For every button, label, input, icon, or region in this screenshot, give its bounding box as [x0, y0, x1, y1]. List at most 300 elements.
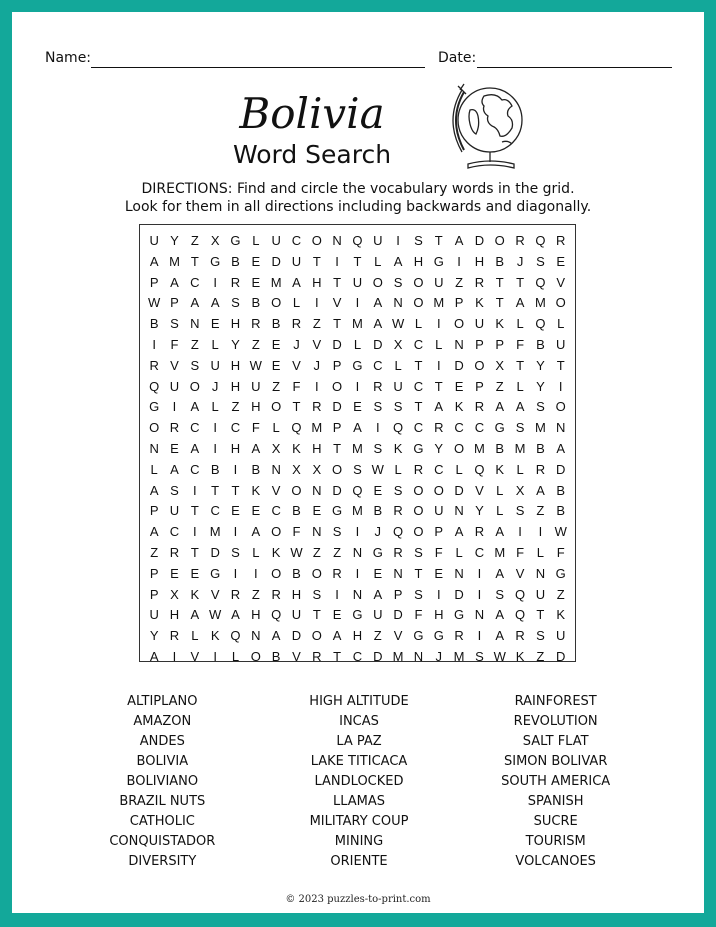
grid-cell[interactable]: O — [332, 378, 343, 394]
grid-cell[interactable]: P — [170, 295, 179, 311]
grid-cell[interactable]: I — [314, 295, 319, 311]
grid-cell[interactable]: F — [170, 336, 179, 352]
grid-cell[interactable]: S — [170, 482, 179, 498]
grid-cell[interactable]: I — [213, 440, 217, 456]
grid-cell[interactable]: R — [474, 399, 485, 415]
grid-cell[interactable]: B — [251, 295, 261, 311]
grid-cell[interactable]: N — [271, 461, 281, 477]
grid-cell[interactable]: A — [353, 420, 362, 436]
grid-cell[interactable]: Z — [272, 378, 281, 394]
grid-cell[interactable]: U — [474, 316, 485, 332]
grid-cell[interactable]: A — [251, 440, 261, 456]
grid-cell[interactable]: K — [495, 316, 505, 332]
grid-cell[interactable]: Z — [333, 544, 342, 560]
grid-cell[interactable]: B — [251, 461, 261, 477]
grid-cell[interactable]: G — [230, 233, 241, 248]
grid-cell[interactable]: C — [454, 420, 464, 436]
grid-cell[interactable]: C — [413, 336, 424, 352]
grid-cell[interactable]: O — [474, 357, 485, 373]
grid-cell[interactable]: H — [230, 440, 241, 456]
grid-cell[interactable]: L — [272, 420, 280, 436]
grid-cell[interactable]: I — [375, 420, 380, 436]
grid-cell[interactable]: A — [251, 524, 261, 540]
grid-cell[interactable]: T — [434, 378, 443, 394]
grid-cell[interactable]: T — [190, 544, 199, 560]
grid-cell[interactable]: T — [190, 253, 199, 269]
grid-cell[interactable]: G — [352, 357, 363, 373]
grid-cell[interactable]: S — [170, 316, 179, 332]
grid-cell[interactable]: B — [373, 503, 383, 519]
grid-cell[interactable]: F — [556, 544, 565, 560]
grid-cell[interactable]: O — [311, 233, 322, 248]
grid-cell[interactable]: A — [495, 565, 505, 581]
grid-cell[interactable]: I — [335, 253, 339, 269]
grid-cell[interactable]: H — [251, 607, 261, 623]
grid-cell[interactable]: L — [496, 503, 504, 519]
grid-cell[interactable]: S — [353, 461, 362, 477]
grid-cell[interactable]: U — [291, 253, 302, 269]
grid-cell[interactable]: R — [393, 544, 403, 560]
grid-cell[interactable]: L — [516, 461, 524, 477]
grid-cell[interactable]: R — [169, 420, 180, 436]
name-field[interactable] — [91, 67, 425, 68]
grid-cell[interactable]: S — [414, 586, 423, 602]
grid-cell[interactable]: O — [311, 565, 322, 581]
grid-cell[interactable]: S — [190, 357, 200, 373]
grid-cell[interactable]: K — [556, 607, 566, 623]
grid-cell[interactable]: X — [393, 336, 403, 352]
grid-cell[interactable]: R — [373, 378, 383, 394]
grid-cell[interactable]: G — [210, 565, 221, 581]
grid-cell[interactable]: L — [455, 544, 463, 560]
grid-cell[interactable]: N — [312, 482, 322, 498]
grid-cell[interactable]: E — [251, 503, 261, 519]
grid-cell[interactable]: M — [352, 316, 363, 332]
grid-cell[interactable]: J — [435, 648, 442, 664]
grid-cell[interactable]: O — [271, 295, 282, 311]
grid-cell[interactable]: R — [413, 461, 424, 477]
letter-grid[interactable] — [139, 224, 576, 662]
grid-cell[interactable]: C — [210, 503, 220, 519]
grid-cell[interactable]: S — [414, 233, 423, 248]
grid-cell[interactable]: H — [474, 253, 485, 269]
grid-cell[interactable]: O — [149, 420, 160, 436]
grid-cell[interactable]: F — [516, 336, 525, 352]
grid-cell[interactable]: H — [230, 316, 241, 332]
grid-cell[interactable]: G — [433, 628, 444, 644]
grid-cell[interactable]: O — [332, 461, 343, 477]
grid-cell[interactable]: P — [475, 378, 484, 394]
grid-cell[interactable]: G — [352, 607, 363, 623]
grid-cell[interactable]: Q — [535, 274, 546, 290]
grid-cell[interactable]: X — [292, 461, 301, 477]
grid-cell[interactable]: H — [230, 378, 241, 394]
grid-cell[interactable]: J — [211, 378, 219, 394]
grid-cell[interactable]: C — [413, 420, 424, 436]
grid-cell[interactable]: C — [271, 503, 281, 519]
grid-cell[interactable]: O — [372, 274, 383, 290]
grid-cell[interactable]: O — [189, 378, 200, 394]
grid-cell[interactable]: R — [169, 628, 180, 644]
grid-cell[interactable]: A — [149, 253, 159, 269]
grid-cell[interactable]: A — [434, 399, 444, 415]
grid-cell[interactable]: U — [149, 607, 159, 623]
grid-cell[interactable]: R — [556, 233, 566, 248]
grid-cell[interactable]: C — [434, 461, 444, 477]
grid-cell[interactable]: R — [291, 316, 302, 332]
grid-cell[interactable]: Z — [312, 316, 321, 332]
grid-cell[interactable]: I — [558, 378, 563, 394]
grid-cell[interactable]: E — [251, 274, 261, 290]
grid-cell[interactable]: E — [373, 565, 383, 581]
grid-cell[interactable]: D — [556, 648, 566, 664]
grid-cell[interactable]: R — [230, 586, 241, 602]
grid-cell[interactable]: D — [393, 607, 403, 623]
grid-cell[interactable]: R — [434, 420, 444, 436]
grid-cell[interactable]: O — [555, 295, 566, 311]
grid-cell[interactable]: P — [332, 420, 342, 436]
grid-cell[interactable]: I — [436, 357, 441, 373]
grid-cell[interactable]: Q — [149, 378, 160, 394]
grid-cell[interactable]: I — [172, 399, 177, 415]
grid-cell[interactable]: S — [414, 544, 423, 560]
grid-cell[interactable]: A — [454, 524, 464, 540]
grid-cell[interactable]: J — [374, 524, 382, 540]
grid-cell[interactable]: N — [454, 503, 464, 519]
grid-cell[interactable]: C — [474, 420, 485, 436]
grid-cell[interactable]: L — [252, 544, 260, 560]
grid-cell[interactable]: M — [352, 503, 363, 519]
grid-cell[interactable]: E — [170, 440, 179, 456]
grid-cell[interactable]: R — [515, 628, 525, 644]
grid-cell[interactable]: I — [396, 233, 400, 248]
grid-cell[interactable]: V — [393, 628, 403, 644]
grid-cell[interactable]: T — [190, 503, 199, 519]
grid-cell[interactable]: I — [477, 565, 482, 581]
grid-cell[interactable]: A — [149, 482, 159, 498]
grid-cell[interactable]: U — [149, 233, 159, 248]
grid-cell[interactable]: D — [271, 253, 281, 269]
grid-cell[interactable]: N — [393, 565, 403, 581]
grid-cell[interactable]: I — [355, 295, 360, 311]
grid-cell[interactable]: D — [454, 357, 464, 373]
grid-cell[interactable]: P — [149, 503, 159, 519]
grid-cell[interactable]: N — [332, 233, 342, 248]
grid-cell[interactable]: B — [495, 253, 505, 269]
grid-cell[interactable]: E — [271, 336, 281, 352]
grid-cell[interactable]: T — [231, 482, 240, 498]
grid-cell[interactable]: T — [414, 357, 423, 373]
grid-cell[interactable]: D — [556, 461, 566, 477]
grid-cell[interactable]: B — [292, 503, 301, 519]
grid-cell[interactable]: O — [454, 440, 465, 456]
grid-cell[interactable]: M — [534, 420, 546, 436]
grid-cell[interactable]: H — [291, 586, 302, 602]
grid-cell[interactable]: E — [210, 316, 220, 332]
grid-cell[interactable]: Z — [190, 233, 199, 248]
grid-cell[interactable]: C — [352, 648, 363, 664]
grid-cell[interactable]: A — [149, 648, 159, 664]
grid-cell[interactable]: R — [271, 586, 281, 602]
grid-cell[interactable]: Q — [271, 607, 282, 623]
grid-cell[interactable]: F — [292, 378, 301, 394]
grid-cell[interactable]: P — [149, 586, 159, 602]
grid-cell[interactable]: B — [271, 316, 281, 332]
grid-cell[interactable]: J — [516, 253, 524, 269]
grid-cell[interactable]: W — [391, 316, 405, 332]
grid-cell[interactable]: N — [413, 648, 424, 664]
grid-cell[interactable]: R — [312, 648, 322, 664]
grid-cell[interactable]: U — [271, 233, 281, 248]
grid-cell[interactable]: G — [555, 565, 566, 581]
grid-cell[interactable]: T — [312, 253, 321, 269]
grid-cell[interactable]: U — [373, 233, 383, 248]
grid-cell[interactable]: Z — [190, 336, 199, 352]
grid-cell[interactable]: E — [353, 399, 362, 415]
grid-cell[interactable]: O — [494, 233, 505, 248]
grid-cell[interactable]: S — [332, 524, 342, 540]
grid-cell[interactable]: U — [291, 607, 302, 623]
grid-cell[interactable]: K — [515, 648, 525, 664]
grid-cell[interactable]: R — [251, 316, 261, 332]
grid-cell[interactable]: T — [333, 316, 342, 332]
grid-cell[interactable]: D — [291, 628, 302, 644]
grid-cell[interactable]: A — [495, 607, 505, 623]
grid-cell[interactable]: V — [312, 336, 322, 352]
grid-cell[interactable]: F — [251, 420, 260, 436]
grid-cell[interactable]: R — [474, 524, 485, 540]
grid-cell[interactable]: U — [393, 378, 403, 394]
grid-cell[interactable]: Y — [231, 336, 240, 352]
grid-cell[interactable]: X — [312, 461, 322, 477]
grid-cell[interactable]: D — [332, 336, 342, 352]
grid-cell[interactable]: B — [536, 336, 545, 352]
grid-cell[interactable]: B — [292, 565, 301, 581]
grid-cell[interactable]: V — [475, 482, 484, 498]
grid-cell[interactable]: E — [251, 253, 261, 269]
grid-cell[interactable]: M — [392, 648, 404, 664]
grid-cell[interactable]: A — [515, 295, 525, 311]
grid-cell[interactable]: T — [292, 399, 301, 415]
grid-cell[interactable]: L — [516, 316, 524, 332]
grid-cell[interactable]: R — [454, 628, 464, 644]
grid-cell[interactable]: E — [271, 357, 281, 373]
grid-cell[interactable]: G — [454, 607, 465, 623]
grid-cell[interactable]: G — [210, 253, 221, 269]
grid-cell[interactable]: N — [251, 628, 261, 644]
grid-cell[interactable]: I — [213, 274, 217, 290]
grid-cell[interactable]: T — [353, 253, 362, 269]
grid-cell[interactable]: Z — [150, 544, 159, 560]
grid-cell[interactable]: I — [355, 378, 360, 394]
grid-cell[interactable]: M — [433, 295, 445, 311]
grid-cell[interactable]: N — [556, 420, 566, 436]
grid-cell[interactable]: Y — [536, 357, 545, 373]
grid-cell[interactable]: X — [495, 357, 505, 373]
grid-cell[interactable]: M — [453, 648, 465, 664]
grid-cell[interactable]: L — [211, 336, 219, 352]
grid-cell[interactable]: L — [353, 336, 362, 352]
grid-cell[interactable]: N — [454, 336, 464, 352]
grid-cell[interactable]: N — [190, 316, 200, 332]
grid-cell[interactable]: T — [333, 274, 342, 290]
grid-cell[interactable]: U — [169, 378, 180, 394]
grid-cell[interactable]: T — [414, 399, 423, 415]
grid-cell[interactable]: T — [495, 274, 504, 290]
grid-cell[interactable]: S — [373, 440, 383, 456]
grid-cell[interactable]: O — [291, 482, 302, 498]
grid-cell[interactable]: O — [271, 565, 282, 581]
grid-cell[interactable]: W — [371, 461, 384, 477]
grid-cell[interactable]: A — [170, 461, 179, 477]
grid-cell[interactable]: U — [535, 586, 546, 602]
grid-cell[interactable]: O — [413, 295, 424, 311]
grid-cell[interactable]: A — [373, 586, 383, 602]
grid-cell[interactable]: L — [292, 295, 301, 311]
grid-cell[interactable]: T — [516, 357, 525, 373]
grid-cell[interactable]: M — [270, 274, 282, 290]
grid-cell[interactable]: I — [477, 628, 482, 644]
grid-cell[interactable]: P — [434, 524, 444, 540]
grid-cell[interactable]: W — [493, 648, 506, 664]
grid-cell[interactable]: I — [233, 461, 238, 477]
grid-cell[interactable]: A — [190, 399, 200, 415]
grid-cell[interactable]: S — [393, 274, 403, 290]
grid-cell[interactable]: A — [190, 295, 200, 311]
grid-cell[interactable]: R — [169, 544, 180, 560]
grid-cell[interactable]: H — [352, 628, 363, 644]
grid-cell[interactable]: C — [474, 544, 485, 560]
grid-cell[interactable]: N — [474, 607, 485, 623]
grid-cell[interactable]: I — [538, 524, 543, 540]
grid-cell[interactable]: N — [352, 544, 363, 560]
grid-cell[interactable]: V — [556, 274, 566, 290]
grid-cell[interactable]: B — [271, 648, 281, 664]
grid-cell[interactable]: M — [494, 544, 506, 560]
grid-cell[interactable]: T — [333, 440, 342, 456]
grid-cell[interactable]: L — [231, 648, 240, 664]
grid-cell[interactable]: W — [209, 607, 222, 623]
grid-cell[interactable]: A — [495, 628, 505, 644]
grid-cell[interactable]: A — [373, 295, 383, 311]
grid-cell[interactable]: R — [474, 274, 485, 290]
grid-cell[interactable]: D — [373, 648, 383, 664]
grid-cell[interactable]: Z — [556, 586, 565, 602]
grid-cell[interactable]: M — [209, 524, 221, 540]
grid-cell[interactable]: T — [414, 565, 423, 581]
grid-cell[interactable]: C — [190, 420, 200, 436]
grid-cell[interactable]: D — [454, 482, 464, 498]
grid-cell[interactable]: G — [332, 503, 343, 519]
grid-cell[interactable]: X — [210, 233, 220, 248]
grid-cell[interactable]: Y — [536, 378, 545, 394]
grid-cell[interactable]: O — [413, 503, 424, 519]
grid-cell[interactable]: A — [373, 316, 383, 332]
grid-cell[interactable]: L — [536, 544, 545, 560]
grid-cell[interactable]: I — [436, 316, 441, 332]
grid-cell[interactable]: G — [149, 399, 160, 415]
grid-cell[interactable]: U — [373, 607, 383, 623]
grid-cell[interactable]: K — [210, 628, 220, 644]
grid-cell[interactable]: C — [169, 524, 180, 540]
grid-cell[interactable]: T — [312, 607, 321, 623]
grid-cell[interactable]: W — [249, 357, 262, 373]
grid-cell[interactable]: A — [332, 628, 342, 644]
grid-cell[interactable]: Q — [515, 607, 526, 623]
grid-cell[interactable]: H — [251, 399, 261, 415]
grid-cell[interactable]: A — [210, 295, 220, 311]
grid-cell[interactable]: K — [271, 544, 281, 560]
grid-cell[interactable]: H — [434, 607, 444, 623]
grid-cell[interactable]: T — [434, 233, 443, 248]
grid-cell[interactable]: B — [231, 253, 240, 269]
grid-cell[interactable]: I — [193, 482, 197, 498]
grid-cell[interactable]: Z — [536, 648, 545, 664]
grid-cell[interactable]: M — [473, 440, 485, 456]
grid-cell[interactable]: H — [169, 607, 180, 623]
grid-cell[interactable]: Q — [393, 420, 404, 436]
grid-cell[interactable]: Z — [373, 628, 382, 644]
grid-cell[interactable]: Q — [230, 628, 241, 644]
grid-cell[interactable]: I — [213, 648, 217, 664]
grid-cell[interactable]: G — [433, 253, 444, 269]
grid-cell[interactable]: I — [233, 524, 238, 540]
grid-cell[interactable]: S — [312, 586, 322, 602]
grid-cell[interactable]: H — [312, 440, 322, 456]
grid-cell[interactable]: U — [556, 628, 566, 644]
grid-cell[interactable]: F — [414, 607, 423, 623]
grid-cell[interactable]: Z — [251, 336, 260, 352]
grid-cell[interactable]: B — [556, 503, 566, 519]
grid-cell[interactable]: K — [393, 440, 403, 456]
grid-cell[interactable]: P — [495, 336, 505, 352]
grid-cell[interactable]: M — [534, 295, 546, 311]
grid-cell[interactable]: Y — [475, 503, 484, 519]
grid-cell[interactable]: B — [149, 316, 159, 332]
grid-cell[interactable]: C — [373, 357, 383, 373]
grid-cell[interactable]: Y — [170, 233, 179, 248]
grid-cell[interactable]: R — [230, 274, 241, 290]
grid-cell[interactable]: S — [536, 628, 545, 644]
grid-cell[interactable]: I — [213, 420, 217, 436]
grid-cell[interactable]: T — [333, 648, 342, 664]
grid-cell[interactable]: Z — [312, 544, 321, 560]
grid-cell[interactable]: U — [251, 378, 261, 394]
grid-cell[interactable]: Q — [515, 586, 526, 602]
grid-cell[interactable]: K — [454, 399, 464, 415]
grid-cell[interactable]: I — [152, 336, 156, 352]
grid-cell[interactable]: Q — [535, 316, 546, 332]
grid-cell[interactable]: V — [271, 482, 281, 498]
grid-cell[interactable]: G — [413, 440, 424, 456]
grid-cell[interactable]: D — [210, 544, 220, 560]
grid-cell[interactable]: Z — [231, 399, 240, 415]
grid-cell[interactable]: E — [434, 565, 444, 581]
grid-cell[interactable]: S — [231, 295, 240, 311]
grid-cell[interactable]: U — [352, 274, 363, 290]
grid-cell[interactable]: A — [454, 233, 464, 248]
grid-cell[interactable]: L — [414, 316, 423, 332]
grid-cell[interactable]: V — [190, 648, 200, 664]
grid-cell[interactable]: G — [372, 544, 383, 560]
grid-cell[interactable]: Q — [352, 233, 363, 248]
grid-cell[interactable]: T — [556, 357, 565, 373]
grid-cell[interactable]: K — [475, 295, 484, 311]
grid-cell[interactable]: Q — [291, 420, 302, 436]
grid-cell[interactable]: B — [210, 461, 220, 477]
grid-cell[interactable]: Q — [535, 233, 546, 248]
grid-cell[interactable]: Y — [434, 440, 444, 456]
